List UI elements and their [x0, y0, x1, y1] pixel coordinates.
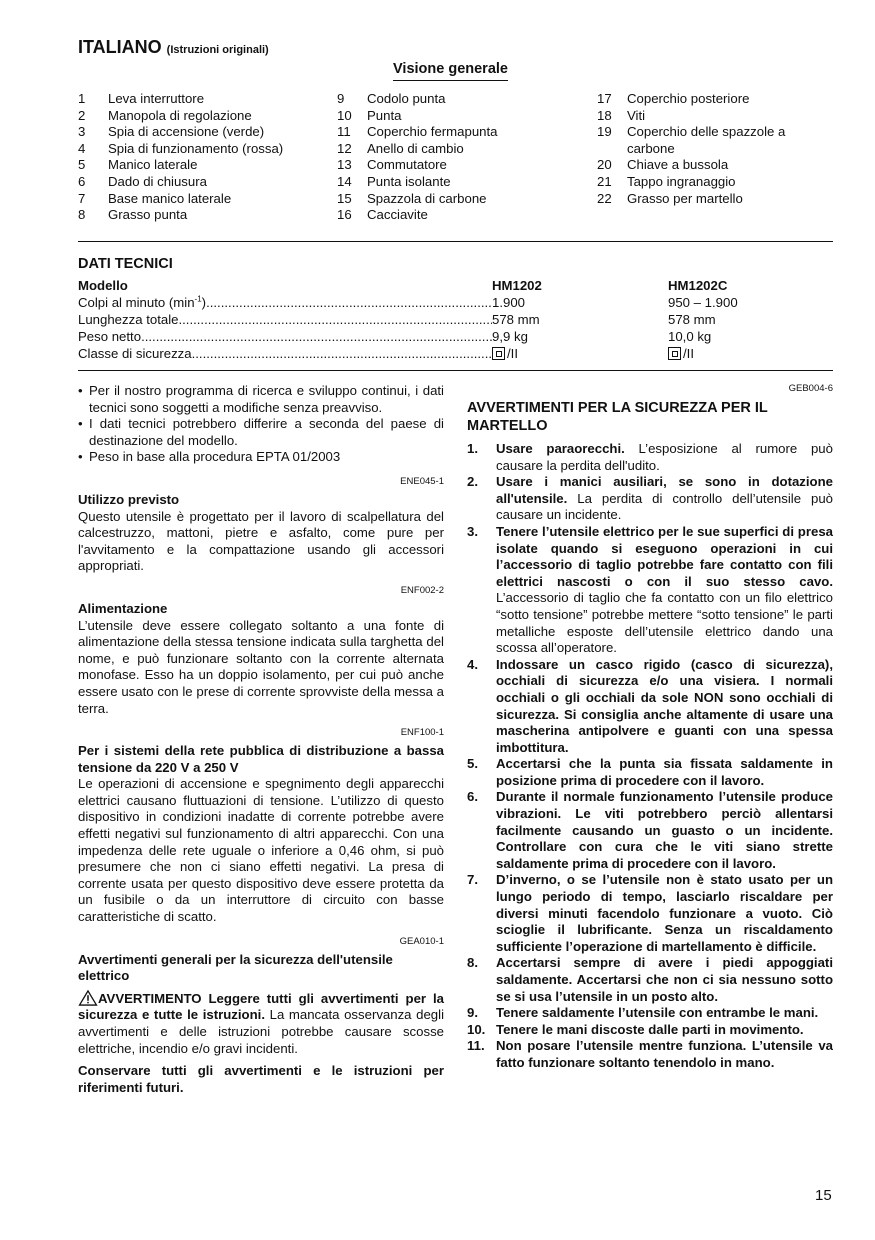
overview-item-label: Grasso punta — [108, 207, 188, 223]
overview-item-label: Grasso per martello — [627, 190, 743, 206]
tech-row-label: Lunghezza totale — [78, 312, 179, 328]
warning-bold-text: Usare i manici ausiliari, se sono in dotazione all'utensile. — [496, 474, 833, 506]
tech-row-label: Classe di sicurezza — [78, 346, 192, 362]
tech-row — [78, 312, 838, 329]
overview-item-number: 20 — [597, 157, 612, 173]
overview-item-label: Punta — [367, 107, 402, 123]
general-warning-paragraph — [78, 990, 444, 1057]
overview-item — [337, 174, 587, 191]
warning-bold-text: Durante il normale funzionamento l’utensile produce vibrazioni. Le viti potrebbero perciò allentarsi facilmente causando un guasto o un incidente. Controllare con cura che le viti siano strette saldamente prima di procedere con il lavoro. — [496, 789, 833, 871]
overview-item — [78, 108, 328, 125]
overview-item — [78, 124, 328, 141]
overview-item-label: Cacciavite — [367, 207, 428, 223]
tech-row-label: Colpi al minuto $(\min^{-1})$ — [78, 295, 207, 311]
warning-number: 1. — [467, 441, 478, 456]
warning-bold-text: D’inverno, o se l’utensile non è stato usato per un lungo periodo di tempo, lasciarlo riscaldare per diversi minuti facendolo funzionare a vuoto. Ciò scioglie il lubrificante. Senza un riscaldamento sufficiente l’operazione di martellamento è difficile. — [496, 872, 833, 954]
tech-row-value-2: /II — [683, 346, 694, 362]
tech-row-value-2: 950 – 1.900 — [668, 295, 738, 311]
overview-item-label: Anello di cambio — [367, 140, 464, 156]
overview-item-label: Punta isolante — [367, 173, 451, 189]
hammer-warning-item — [467, 524, 833, 657]
warning-bold-text: Indossare un casco rigido (casco di sicurezza), occhiali di sicurezza e/o una visiera. I normali occhiali o gli occhiali da sole NON sono occhiali di sicurezza. Si consiglia anche altamente di usare una mascherina antipolvere e guanti con una spessa imbottitura. — [496, 656, 833, 755]
warning-number: 8. — [467, 955, 478, 971]
overview-item-number: 15 — [337, 190, 352, 206]
overview-item — [78, 141, 328, 158]
note-item: • Per il nostro programma di ricerca e sviluppo continui, i dati tecnici sono soggetti a modifiche senza preavviso. — [78, 383, 444, 416]
overview-list-3 — [597, 91, 827, 207]
tech-row-value-1: 1.900 — [492, 295, 526, 311]
hammer-warning-item — [467, 657, 833, 757]
left-column — [78, 383, 444, 1096]
overview-item-label: Coperchio delle spazzole a carbone — [627, 124, 786, 156]
warning-number: 6. — [467, 789, 478, 805]
warning-bold-text: AVVERTIMENTO Leggere tutti gli avvertimenti per la sicurezza e tutte le istruzioni. — [78, 990, 444, 1023]
hammer-warning-item — [467, 1022, 833, 1039]
hammer-warning-item — [467, 872, 833, 955]
overview-item-number: 6 — [78, 173, 86, 189]
intended-use-title: Utilizzo previsto — [78, 491, 180, 507]
warning-number: 5. — [467, 756, 478, 772]
overview-item-number: 10 — [337, 107, 352, 123]
overview-item — [78, 174, 328, 191]
overview-item-number: 11 — [337, 124, 351, 140]
warning-number: 7. — [467, 872, 478, 888]
warning-number: 4. — [467, 656, 478, 672]
warning-bold-text: Tenere l’utensile elettrico per le sue superfici di presa isolate quando si eseguono operazioni in cui l’accessorio di taglio potrebbe fare contatto con fili elettrici nascosti o con il suo stesso cavo. — [496, 523, 833, 589]
overview-item-label: Manico laterale — [108, 157, 198, 173]
hammer-warning-item — [467, 955, 833, 1005]
tech-row-value-2: 578 mm — [668, 312, 716, 328]
warning-number: 3. — [467, 523, 478, 539]
tech-row-value-2: 10,0 kg — [668, 329, 712, 345]
double-insulation-icon — [492, 347, 505, 360]
grid-text: Le operazioni di accensione e spegnimento degli apparecchi elettrici causano fluttuazioni di tensione. L’utilizzo di questo dispositivo in condizioni inadatte di corrente potrebbe avere effetti negativi sul funzionamento di altri apparecchi. Con una impedenza delle rete uguale o inferiore a 0,46 ohm, si può presumere che non ci siano effetti negativi. La presa di corrente usata per questo dispositivo deve essere protetta da un fusibile o da un interruttore di circuito con basse caratteristiche di scatto. — [78, 776, 444, 925]
overview-item-label: Tappo ingranaggio — [627, 173, 736, 189]
section-code: ENF002-2 — [400, 584, 444, 596]
overview-item-number: 8 — [78, 207, 86, 223]
overview-item — [597, 191, 827, 208]
grid-title: Per i sistemi della rete pubblica di distribuzione a bassa tensione da 220 V a 250 V — [78, 743, 444, 775]
overview-item-number: 17 — [597, 91, 612, 106]
right-column — [467, 383, 833, 1072]
overview-item-label: Viti — [627, 107, 646, 123]
overview-item — [597, 174, 827, 191]
overview-item — [597, 108, 827, 125]
overview-item-number: 22 — [597, 190, 612, 206]
warning-number: 11. — [467, 1038, 485, 1054]
warning-text: La perdita di controllo dell’utensile può causare un incidente. — [496, 490, 833, 523]
divider — [78, 241, 833, 242]
tech-row-label: Peso netto — [78, 329, 142, 345]
overview-item-label: Commutatore — [367, 157, 447, 173]
hammer-safety-title: AVVERTIMENTI PER LA SICUREZZA PER IL MARTELLO — [467, 400, 768, 434]
hammer-warning-item — [467, 1038, 833, 1071]
overview-item — [337, 191, 587, 208]
overview-item-label: Chiave a bussola — [627, 157, 729, 173]
overview-item — [597, 91, 827, 108]
intended-use-text: Questo utensile è progettato per il lavoro di scalpellatura del calcestruzzo, mattoni, pietre e asfalto, come pure per l'avvitamento e la compattazione usando gli accessori appropriati. — [78, 508, 444, 574]
model-label: Modello — [78, 278, 128, 294]
tech-row — [78, 295, 838, 312]
overview-item-label: Coperchio posteriore — [627, 91, 750, 106]
hammer-warning-item — [467, 474, 833, 524]
notes-list — [78, 383, 444, 466]
tech-data-title: DATI TECNICI — [78, 256, 173, 272]
warning-bold-text: Tenere le mani discoste dalle parti in movimento. — [496, 1021, 804, 1037]
overview-item-number: 1 — [78, 91, 86, 106]
tech-row — [78, 346, 838, 363]
page-number: 15 — [815, 1187, 832, 1204]
overview-item-label: Spia di accensione (verde) — [108, 124, 265, 140]
overview-item — [337, 157, 587, 174]
section-code: GEB004-6 — [788, 383, 833, 394]
overview-item-number: 3 — [78, 124, 86, 140]
model-1: HM1202 — [492, 278, 542, 294]
overview-item-label: Dado di chiusura — [108, 173, 207, 189]
warning-text: L’accessorio di taglio che fa contatto con un filo elettrico “sotto tensione” potrebbe mettere “sotto tensione” le parti metalliche esposte dell’utensile elettrico dando una scossa all’operatore. — [496, 590, 833, 656]
overview-item-label: Leva interruttore — [108, 91, 205, 106]
overview-item-number: 13 — [337, 157, 352, 173]
overview-item-label: Codolo punta — [367, 91, 446, 106]
warning-bold-text: Usare paraorecchi. — [496, 441, 625, 456]
overview-item — [337, 207, 587, 224]
overview-item-number: 7 — [78, 190, 86, 206]
overview-item-label: Manopola di regolazione — [108, 107, 252, 123]
warning-bold-text: Accertarsi sempre di avere i piedi appoggiati saldamente. Accertarsi che non ci sia nessuno sotto se si usa l’utensile in un posto alto. — [496, 955, 833, 1004]
section-code: ENE045-1 — [400, 475, 444, 487]
tech-row-value-1: 9,9 kg — [492, 329, 528, 345]
tech-row-value-1: 578 mm — [492, 312, 540, 328]
warning-text: L’esposizione al rumore può causare la perdita dell'udito. — [496, 441, 833, 473]
section-code: GEA010-1 — [399, 935, 444, 947]
note-item: • Peso in base alla procedura EPTA 01/2003 — [78, 449, 444, 466]
overview-item — [337, 141, 587, 158]
overview-item — [337, 108, 587, 125]
overview-item-label: Spazzola di carbone — [367, 190, 487, 206]
overview-item — [597, 157, 827, 174]
warning-triangle-icon — [78, 990, 98, 1006]
hammer-warning-item — [467, 1005, 833, 1022]
overview-item — [78, 91, 328, 108]
overview-item — [337, 91, 587, 108]
overview-item-number: 4 — [78, 140, 86, 156]
divider — [78, 370, 833, 371]
model-2: HM1202C — [668, 278, 728, 294]
overview-item-number: 14 — [337, 173, 352, 189]
overview-item — [597, 124, 827, 157]
warning-text: La mancata osservanza degli avvertimenti e delle istruzioni potrebbe causare scosse elettriche, incendio e/o gravi incidenti. — [78, 1007, 444, 1056]
hammer-warnings-list — [467, 441, 833, 1072]
power-supply-text: L’utensile deve essere collegato soltanto a una fonte di alimentazione della stessa tensione indicata sulla targhetta del nome, e può funzionare soltanto con la corrente alternata monofase. Esso ha un doppio isolamento, per cui può anche essere usato con le prese di corrente sprovviste della messa a terra. — [78, 617, 444, 716]
overview-item — [78, 191, 328, 208]
overview-list-2 — [337, 91, 587, 224]
tech-header-row — [78, 278, 838, 295]
tech-data-table — [78, 278, 838, 363]
overview-item-number: 18 — [597, 107, 612, 123]
double-insulation-icon — [668, 347, 681, 360]
overview-item-number: 9 — [337, 91, 345, 106]
language-subtitle: (Istruzioni originali) — [166, 44, 269, 56]
overview-item-number: 5 — [78, 157, 86, 173]
general-warnings-title: Avvertimenti generali per la sicurezza dell'utensile elettrico — [78, 951, 393, 984]
overview-list-1 — [78, 91, 328, 224]
overview-item-number: 21 — [597, 173, 612, 189]
power-supply-title: Alimentazione — [78, 600, 168, 616]
hammer-warning-item — [467, 756, 833, 789]
language-title: ITALIANO — [78, 37, 162, 57]
warning-number: 2. — [467, 474, 478, 490]
warning-bold-text: Tenere saldamente l’utensile con entrambe le mani. — [496, 1005, 819, 1021]
overview-item-number: 12 — [337, 140, 352, 156]
overview-item-label: Base manico laterale — [108, 190, 232, 206]
hammer-warning-item — [467, 441, 833, 474]
document-language-heading — [78, 36, 269, 61]
note-item: • I dati tecnici potrebbero differire a seconda del paese di destinazione del modello. — [78, 416, 444, 449]
tech-row-value-1: /II — [507, 346, 518, 362]
section-code: ENF100-1 — [400, 727, 444, 739]
overview-item-number: 19 — [597, 124, 612, 140]
hammer-warning-item — [467, 789, 833, 872]
overview-item-number: 16 — [337, 207, 352, 223]
overview-item-label: Spia di funzionamento (rossa) — [108, 140, 284, 156]
tech-row — [78, 329, 838, 346]
overview-item-label: Coperchio fermapunta — [367, 124, 498, 140]
warning-bold-text: Non posare l’utensile mentre funziona. L’utensile va fatto funzionare soltanto tenendolo in mano. — [496, 1038, 833, 1070]
overview-item — [78, 157, 328, 174]
warning-number: 9. — [467, 1005, 478, 1021]
keep-instructions-text: Conservare tutti gli avvertimenti e le istruzioni per riferimenti futuri. — [78, 1063, 444, 1095]
warning-number: 10. — [467, 1021, 486, 1037]
warning-bold-text: Accertarsi che la punta sia fissata saldamente in posizione prima di procedere con il lavoro. — [496, 756, 833, 788]
overview-item — [78, 207, 328, 224]
overview-title: Visione generale — [393, 60, 508, 81]
overview-item — [337, 124, 587, 141]
overview-item-number: 2 — [78, 107, 86, 123]
